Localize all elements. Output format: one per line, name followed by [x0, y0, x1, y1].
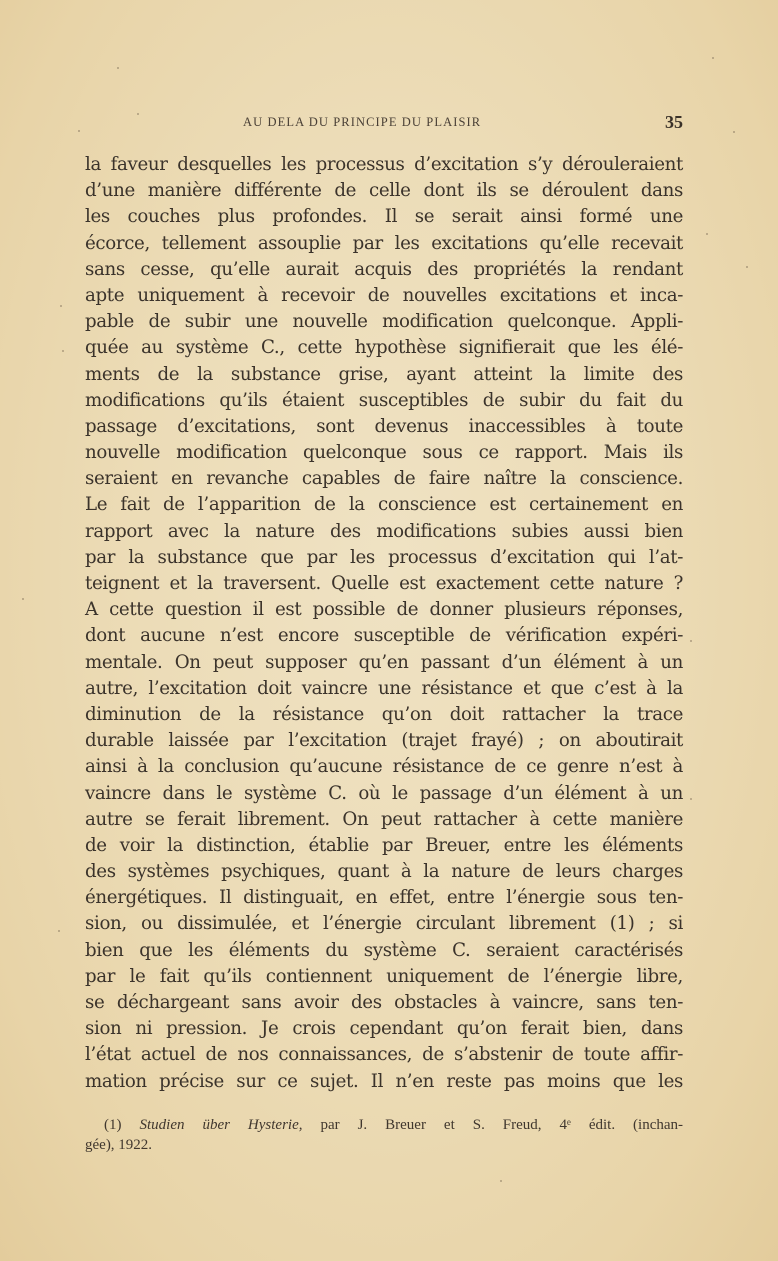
footnote	[85, 1115, 683, 1155]
text-line: rapport avec la nature des modifications subies aussi bien	[85, 520, 683, 542]
paper-speck	[500, 1180, 502, 1182]
text-line: les couches plus profondes. Il se serait ainsi formé une	[85, 206, 683, 228]
text-line: dont aucune n’est encore susceptible de vérification expéri-	[85, 625, 683, 647]
paper-speck	[58, 930, 60, 932]
paper-speck	[60, 305, 62, 307]
text-line: diminution de la résistance qu’on doit rattacher la trace	[85, 703, 683, 725]
paper-speck	[690, 640, 692, 642]
paper-speck	[746, 266, 748, 268]
footnote-title: Studien über Hysterie,	[139, 1117, 303, 1133]
text-line: sans cesse, qu’elle aurait acquis des propriétés la rendant	[85, 258, 683, 280]
text-line: ments de la substance grise, ayant atteint la limite des	[85, 363, 683, 385]
text-line: seraient en revanche capables de faire naître la conscience.	[85, 468, 683, 490]
text-line: des systèmes psychiques, quant à la nature de leurs charges	[85, 861, 683, 883]
text-line: quée au système C., cette hypothèse signifierait que les élé-	[85, 337, 683, 359]
text-line: sion, ou dissimulée, et l’énergie circulant librement (1) ; si	[85, 913, 683, 935]
paper-speck	[733, 131, 735, 133]
text-line: sion ni pression. Je crois cependant qu’on ferait bien, dans	[85, 1018, 683, 1040]
paper-speck	[690, 798, 692, 800]
text-line: vaincre dans le système C. où le passage d’un élément à un	[85, 782, 683, 804]
footnote-marker: (1)	[104, 1117, 122, 1133]
running-title: AU DELA DU PRINCIPE DU PLAISIR	[243, 115, 482, 129]
text-line: se déchargeant sans avoir des obstacles à vaincre, sans ten-	[85, 992, 683, 1013]
text-line: nouvelle modification quelconque sous ce rapport. Mais ils	[85, 442, 683, 464]
text-line: Le fait de l’apparition de la conscience est certainement en	[85, 494, 683, 516]
text-line: énergétiques. Il distinguait, en effet, entre l’énergie sous ten-	[85, 887, 683, 909]
text-line: ainsi à la conclusion qu’aucune résistance de ce genre n’est à	[85, 756, 683, 778]
paper-speck	[712, 57, 714, 59]
page-number: 35	[665, 112, 683, 132]
text-line: écorce, tellement assouplie par les excitations qu’elle recevait	[85, 232, 683, 254]
text-line: teignent et la traversent. Quelle est exactement cette nature ?	[85, 573, 683, 594]
paper-speck	[117, 67, 119, 69]
text-line: durable laissée par l’excitation (trajet frayé) ; on aboutirait	[85, 730, 683, 752]
paper-speck	[22, 598, 24, 600]
running-head	[243, 112, 683, 135]
text-line: par la substance que par les processus d’excitation qui l’at-	[85, 546, 683, 568]
body-text	[85, 152, 683, 1095]
text-line: mentale. On peut supposer qu’en passant d’un élément à un	[85, 651, 683, 673]
text-line: la faveur desquelles les processus d’excitation s’y dérouleraient	[85, 154, 683, 175]
paper-speck	[62, 350, 64, 352]
text-line: passage d’excitations, sont devenus inaccessibles à toute	[85, 415, 683, 437]
paper-speck	[706, 233, 708, 235]
text-line: l’état actuel de nos connaissances, de s’abstenir de toute affir-	[85, 1044, 683, 1066]
footnote-text: par J. Breuer et S. Freud, 4ᵉ édit. (inchan-	[320, 1117, 684, 1133]
footnote-line	[85, 1115, 683, 1135]
paper-speck	[78, 130, 80, 132]
text-line: par le fait qu’ils contiennent uniquement de l’énergie libre,	[85, 965, 683, 987]
text-line: d’une manière différente de celle dont ils se déroulent dans	[85, 180, 683, 202]
text-line: autre se ferait librement. On peut rattacher à cette manière	[85, 808, 683, 830]
footnote-line: gée), 1922.	[85, 1137, 153, 1153]
text-line: mation précise sur ce sujet. Il n’en reste pas moins que les	[85, 1070, 683, 1092]
text-line: apte uniquement à recevoir de nouvelles excitations et inca-	[85, 284, 683, 306]
paper-speck	[137, 113, 139, 115]
text-line: autre, l’excitation doit vaincre une résistance et que c’est à la	[85, 677, 683, 699]
text-line: de voir la distinction, établie par Breuer, entre les éléments	[85, 834, 683, 856]
text-line: A cette question il est possible de donner plusieurs réponses,	[85, 599, 683, 621]
text-line: pable de subir une nouvelle modification quelconque. Appli-	[85, 311, 683, 333]
text-line: modifications qu’ils étaient susceptibles de subir du fait du	[85, 389, 683, 411]
text-line: bien que les éléments du système C. seraient caractérisés	[85, 939, 683, 961]
